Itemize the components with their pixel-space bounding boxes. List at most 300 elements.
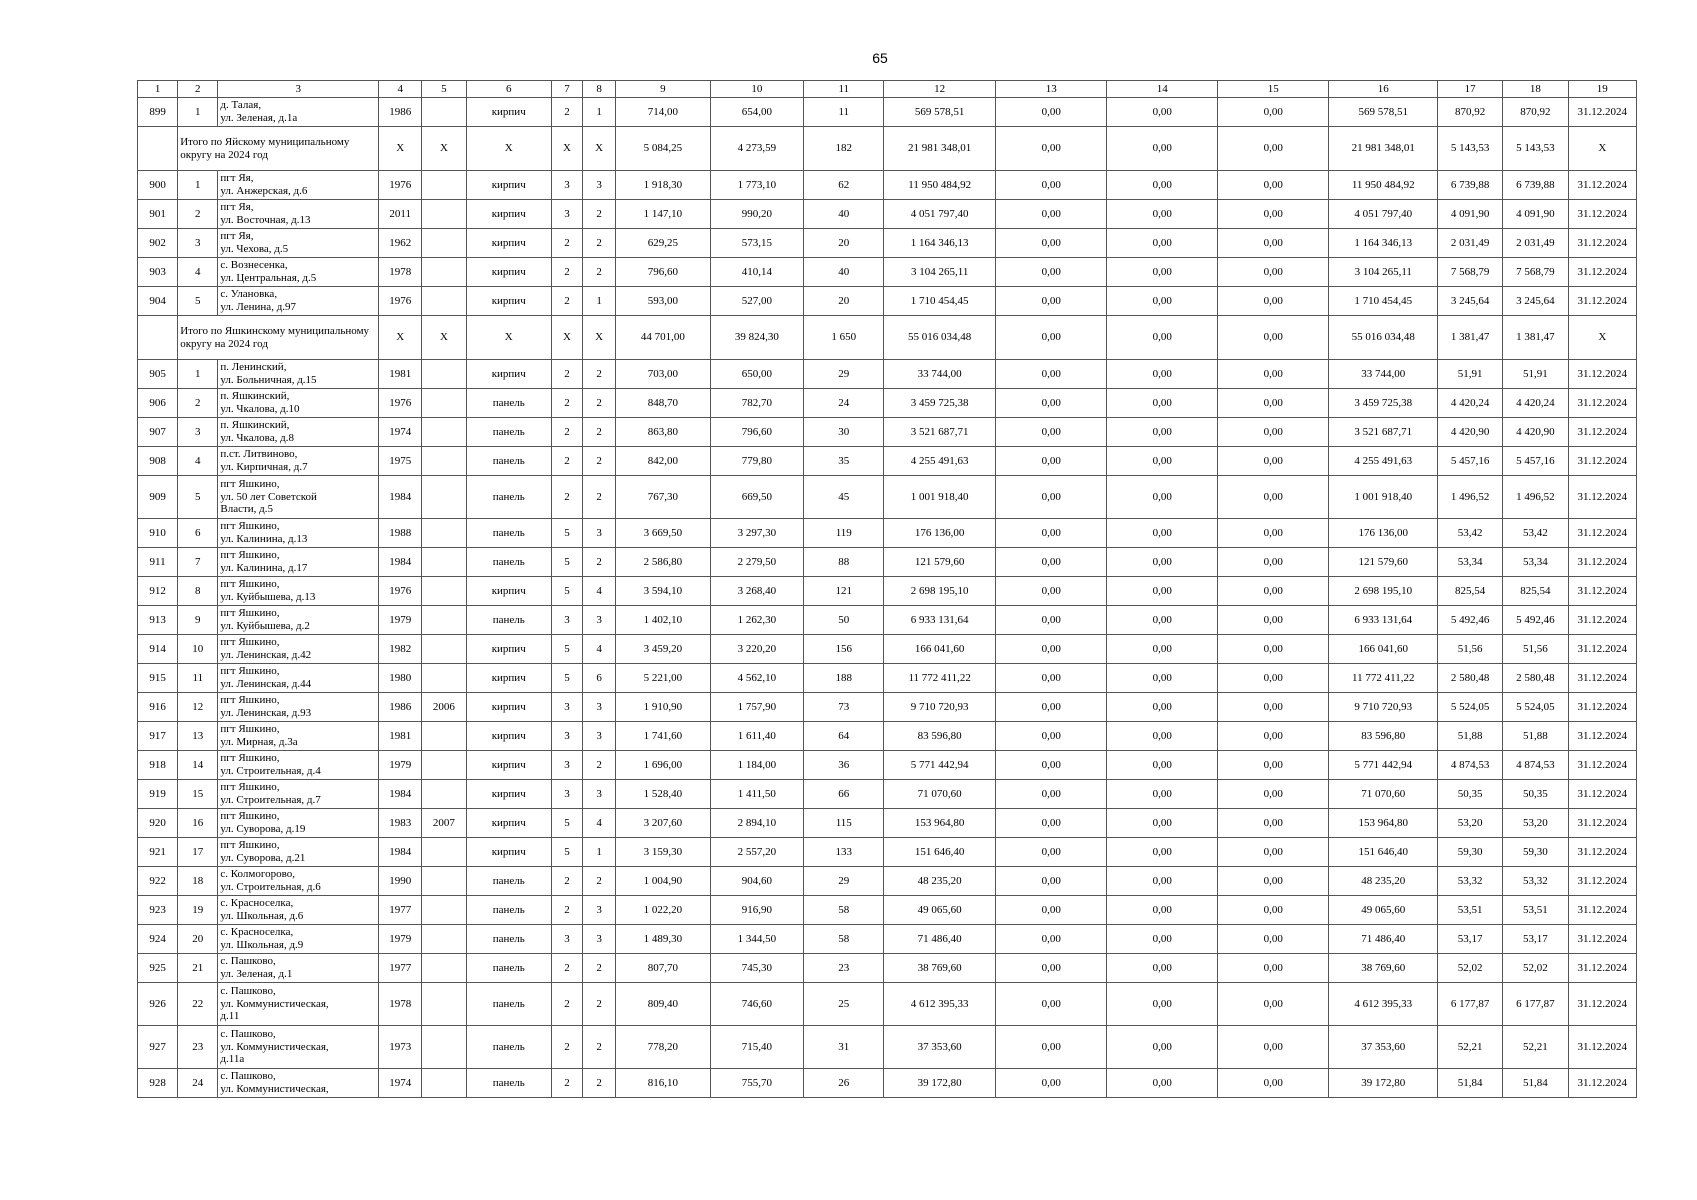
table-cell: 4 874,53 bbox=[1437, 751, 1502, 780]
table-cell bbox=[422, 287, 466, 316]
table-cell: 18 bbox=[178, 867, 218, 896]
table-row bbox=[138, 751, 1637, 780]
table-cell: 2 bbox=[551, 229, 582, 258]
table-cell: 5 524,05 bbox=[1437, 693, 1502, 722]
table-cell: 0,00 bbox=[1107, 925, 1218, 954]
table-cell: 654,00 bbox=[710, 98, 803, 127]
table-cell: 9 710 720,93 bbox=[884, 693, 996, 722]
table-cell: 5 084,25 bbox=[616, 127, 710, 171]
table-cell: 0,00 bbox=[995, 229, 1107, 258]
table-cell: 5 bbox=[551, 664, 582, 693]
table-cell: 927 bbox=[138, 1026, 178, 1069]
table-cell: 1980 bbox=[379, 664, 422, 693]
table-cell: панель bbox=[466, 548, 551, 577]
table-cell: 4 bbox=[178, 447, 218, 476]
table-cell bbox=[422, 606, 466, 635]
table-cell: 3 104 265,11 bbox=[1329, 258, 1438, 287]
table-cell: 88 bbox=[804, 548, 884, 577]
table-cell: 1978 bbox=[379, 258, 422, 287]
table-cell: 919 bbox=[138, 780, 178, 809]
table-cell: 2 bbox=[583, 548, 616, 577]
table-cell: 2007 bbox=[422, 809, 466, 838]
table-cell: кирпич bbox=[466, 287, 551, 316]
table-cell: 166 041,60 bbox=[1329, 635, 1438, 664]
table-cell: 156 bbox=[804, 635, 884, 664]
table-cell: 0,00 bbox=[995, 867, 1107, 896]
table-cell: 1 696,00 bbox=[616, 751, 710, 780]
table-cell: 11 bbox=[178, 664, 218, 693]
table-cell: 928 bbox=[138, 1069, 178, 1098]
table-cell: 1 022,20 bbox=[616, 896, 710, 925]
table-cell: 1 164 346,13 bbox=[1329, 229, 1438, 258]
table-cell: 59,30 bbox=[1437, 838, 1502, 867]
table-cell: 83 596,80 bbox=[1329, 722, 1438, 751]
table-cell: 0,00 bbox=[1107, 360, 1218, 389]
table-cell: 29 bbox=[804, 867, 884, 896]
table-row bbox=[138, 98, 1637, 127]
table-cell: 816,10 bbox=[616, 1069, 710, 1098]
table-cell: 1986 bbox=[379, 98, 422, 127]
table-cell: 916 bbox=[138, 693, 178, 722]
table-cell: 0,00 bbox=[1107, 258, 1218, 287]
table-cell: 1976 bbox=[379, 171, 422, 200]
table-cell bbox=[422, 577, 466, 606]
table-cell: 4 051 797,40 bbox=[884, 200, 996, 229]
table-cell: 53,34 bbox=[1503, 548, 1568, 577]
table-cell: 3 207,60 bbox=[616, 809, 710, 838]
table-cell: 0,00 bbox=[995, 519, 1107, 548]
table-cell: 0,00 bbox=[1217, 925, 1329, 954]
table-cell: 2 bbox=[551, 983, 582, 1026]
table-row bbox=[138, 229, 1637, 258]
table-cell: 31.12.2024 bbox=[1568, 896, 1636, 925]
table-cell bbox=[422, 360, 466, 389]
table-cell: 0,00 bbox=[1217, 316, 1329, 360]
table-row bbox=[138, 519, 1637, 548]
table-cell: 4 255 491,63 bbox=[1329, 447, 1438, 476]
table-row bbox=[138, 867, 1637, 896]
table-cell: 12 bbox=[178, 693, 218, 722]
table-cell: 2 bbox=[583, 1026, 616, 1069]
table-cell: 1 381,47 bbox=[1503, 316, 1568, 360]
table-cell: 0,00 bbox=[995, 447, 1107, 476]
table-cell: 3 521 687,71 bbox=[1329, 418, 1438, 447]
table-row bbox=[138, 896, 1637, 925]
table-cell: 31.12.2024 bbox=[1568, 664, 1636, 693]
table-cell bbox=[422, 389, 466, 418]
table-cell: 0,00 bbox=[1107, 418, 1218, 447]
table-cell: 0,00 bbox=[995, 316, 1107, 360]
table-cell: 767,30 bbox=[616, 476, 710, 519]
table-cell: 0,00 bbox=[1217, 809, 1329, 838]
table-cell: 15 bbox=[178, 780, 218, 809]
table-cell: 51,56 bbox=[1503, 635, 1568, 664]
table-cell: X bbox=[1568, 127, 1636, 171]
table-cell: 825,54 bbox=[1503, 577, 1568, 606]
table-cell: панель bbox=[466, 983, 551, 1026]
table-cell: 3 268,40 bbox=[710, 577, 803, 606]
table-cell bbox=[422, 98, 466, 127]
table-cell: 4 091,90 bbox=[1437, 200, 1502, 229]
table-cell: 1986 bbox=[379, 693, 422, 722]
table-cell: 20 bbox=[804, 229, 884, 258]
table-cell: X bbox=[551, 316, 582, 360]
table-cell: 6 739,88 bbox=[1437, 171, 1502, 200]
table-cell: 64 bbox=[804, 722, 884, 751]
table-cell: 31.12.2024 bbox=[1568, 476, 1636, 519]
table-cell: 176 136,00 bbox=[884, 519, 996, 548]
table-cell: кирпич bbox=[466, 722, 551, 751]
table-cell: 3 bbox=[551, 693, 582, 722]
table-row bbox=[138, 983, 1637, 1026]
table-cell: 0,00 bbox=[1107, 809, 1218, 838]
table-cell: 19 bbox=[178, 896, 218, 925]
table-cell: 1 710 454,45 bbox=[1329, 287, 1438, 316]
table-cell: 2 bbox=[583, 476, 616, 519]
table-cell: 3 bbox=[551, 751, 582, 780]
table-cell: 0,00 bbox=[1217, 229, 1329, 258]
table-cell: 58 bbox=[804, 896, 884, 925]
table-cell: 33 744,00 bbox=[884, 360, 996, 389]
table-cell: 915 bbox=[138, 664, 178, 693]
table-cell: 926 bbox=[138, 983, 178, 1026]
table-cell: 5 771 442,94 bbox=[884, 751, 996, 780]
table-cell: 1 918,30 bbox=[616, 171, 710, 200]
table-cell: 1 496,52 bbox=[1503, 476, 1568, 519]
column-header: 3 bbox=[218, 81, 379, 98]
table-cell: 908 bbox=[138, 447, 178, 476]
table-cell: 24 bbox=[804, 389, 884, 418]
table-cell bbox=[422, 447, 466, 476]
table-cell: X bbox=[379, 316, 422, 360]
table-cell: 2 031,49 bbox=[1503, 229, 1568, 258]
table-cell: 3 245,64 bbox=[1437, 287, 1502, 316]
table-cell: 13 bbox=[178, 722, 218, 751]
address-cell: пгт Яшкино, ул. Калинина, д.17 bbox=[218, 548, 379, 577]
table-cell: 31.12.2024 bbox=[1568, 418, 1636, 447]
table-cell: 0,00 bbox=[1217, 983, 1329, 1026]
table-cell: 0,00 bbox=[995, 360, 1107, 389]
table-cell: 0,00 bbox=[995, 171, 1107, 200]
table-cell: 71 486,40 bbox=[884, 925, 996, 954]
table-cell: 0,00 bbox=[995, 98, 1107, 127]
table-cell: 4 420,24 bbox=[1503, 389, 1568, 418]
table-cell: 31.12.2024 bbox=[1568, 635, 1636, 664]
table-cell: 31.12.2024 bbox=[1568, 606, 1636, 635]
table-cell bbox=[422, 1026, 466, 1069]
table-cell: 3 bbox=[551, 925, 582, 954]
table-cell: 0,00 bbox=[1217, 98, 1329, 127]
table-cell: 2 bbox=[583, 751, 616, 780]
table-cell: 1979 bbox=[379, 606, 422, 635]
address-cell: с. Красноселка, ул. Школьная, д.6 bbox=[218, 896, 379, 925]
table-cell: 4 051 797,40 bbox=[1329, 200, 1438, 229]
table-cell: 21 981 348,01 bbox=[1329, 127, 1438, 171]
table-cell: 746,60 bbox=[710, 983, 803, 1026]
table-cell: 1975 bbox=[379, 447, 422, 476]
table-cell: 55 016 034,48 bbox=[1329, 316, 1438, 360]
table-cell: 2011 bbox=[379, 200, 422, 229]
table-cell: 51,88 bbox=[1503, 722, 1568, 751]
table-cell: 73 bbox=[804, 693, 884, 722]
address-cell: с. Улановка, ул. Ленина, д.97 bbox=[218, 287, 379, 316]
table-cell: 4 bbox=[583, 809, 616, 838]
table-cell: 0,00 bbox=[995, 200, 1107, 229]
table-cell: 48 235,20 bbox=[884, 867, 996, 896]
table-cell bbox=[422, 1069, 466, 1098]
table-row bbox=[138, 1026, 1637, 1069]
table-cell: 924 bbox=[138, 925, 178, 954]
table-cell: 11 772 411,22 bbox=[884, 664, 996, 693]
table-cell: 53,42 bbox=[1437, 519, 1502, 548]
table-cell: кирпич bbox=[466, 258, 551, 287]
table-cell: X bbox=[422, 127, 466, 171]
table-cell: 527,00 bbox=[710, 287, 803, 316]
table-row bbox=[138, 635, 1637, 664]
table-cell: 38 769,60 bbox=[884, 954, 996, 983]
table-cell: 0,00 bbox=[1107, 447, 1218, 476]
table-row bbox=[138, 780, 1637, 809]
table-cell: 2 bbox=[551, 1026, 582, 1069]
table-cell: 39 172,80 bbox=[1329, 1069, 1438, 1098]
page-number: 65 bbox=[872, 50, 888, 66]
table-cell: 5 bbox=[551, 809, 582, 838]
table-cell: 5 bbox=[178, 287, 218, 316]
table-cell: 3 bbox=[583, 606, 616, 635]
table-cell: 3 220,20 bbox=[710, 635, 803, 664]
table-cell bbox=[422, 229, 466, 258]
table-cell: 1979 bbox=[379, 751, 422, 780]
table-cell: панель bbox=[466, 606, 551, 635]
table-cell: 0,00 bbox=[1107, 127, 1218, 171]
address-cell: п. Ленинский, ул. Больничная, д.15 bbox=[218, 360, 379, 389]
table-cell: 3 bbox=[551, 606, 582, 635]
table-cell: 1 710 454,45 bbox=[884, 287, 996, 316]
table-cell: 4 420,90 bbox=[1503, 418, 1568, 447]
table-cell: 51,91 bbox=[1437, 360, 1502, 389]
table-cell: 901 bbox=[138, 200, 178, 229]
table-cell: 2 bbox=[583, 447, 616, 476]
address-cell: с. Пашково, ул. Коммунистическая, д.11 bbox=[218, 983, 379, 1026]
table-cell: 51,91 bbox=[1503, 360, 1568, 389]
table-cell: 0,00 bbox=[1107, 722, 1218, 751]
table-cell: 0,00 bbox=[995, 838, 1107, 867]
table-cell: 2 bbox=[583, 418, 616, 447]
table-cell: 0,00 bbox=[1217, 476, 1329, 519]
table-cell: 778,20 bbox=[616, 1026, 710, 1069]
table-cell: 920 bbox=[138, 809, 178, 838]
table-cell: 0,00 bbox=[995, 476, 1107, 519]
table-cell: 2 bbox=[583, 1069, 616, 1098]
table-cell: 2 bbox=[551, 418, 582, 447]
table-cell: 1 489,30 bbox=[616, 925, 710, 954]
table-cell: 31.12.2024 bbox=[1568, 360, 1636, 389]
table-cell: 40 bbox=[804, 200, 884, 229]
table-cell: 2 bbox=[551, 896, 582, 925]
table-row bbox=[138, 809, 1637, 838]
table-cell: 2 bbox=[583, 389, 616, 418]
table-cell: 0,00 bbox=[1107, 983, 1218, 1026]
table-cell: 3 521 687,71 bbox=[884, 418, 996, 447]
table-row bbox=[138, 664, 1637, 693]
table-cell: 1981 bbox=[379, 722, 422, 751]
table-cell: 121 bbox=[804, 577, 884, 606]
address-cell: с. Красноселка, ул. Школьная, д.9 bbox=[218, 925, 379, 954]
table-cell: 1984 bbox=[379, 548, 422, 577]
table-cell: X bbox=[551, 127, 582, 171]
table-cell: 31.12.2024 bbox=[1568, 983, 1636, 1026]
address-cell: пгт Яшкино, ул. 50 лет Советской Власти, д.5 bbox=[218, 476, 379, 519]
table-cell: 49 065,60 bbox=[1329, 896, 1438, 925]
table-cell: 3 bbox=[583, 722, 616, 751]
address-cell: пгт Яшкино, ул. Строительная, д.4 bbox=[218, 751, 379, 780]
table-cell: 5 bbox=[551, 635, 582, 664]
table-cell: 0,00 bbox=[1217, 954, 1329, 983]
table-cell: 48 235,20 bbox=[1329, 867, 1438, 896]
table-cell: 16 bbox=[178, 809, 218, 838]
address-cell: пгт Яшкино, ул. Мирная, д.3а bbox=[218, 722, 379, 751]
table-cell: 5 bbox=[178, 476, 218, 519]
table-cell: кирпич bbox=[466, 635, 551, 664]
table-cell: 1 bbox=[178, 98, 218, 127]
table-cell: 755,70 bbox=[710, 1069, 803, 1098]
table-cell: 825,54 bbox=[1437, 577, 1502, 606]
table-cell: панель bbox=[466, 447, 551, 476]
table-cell: 5 771 442,94 bbox=[1329, 751, 1438, 780]
table-cell: 796,60 bbox=[710, 418, 803, 447]
table-row bbox=[138, 954, 1637, 983]
table-cell: 30 bbox=[804, 418, 884, 447]
table-cell: кирпич bbox=[466, 200, 551, 229]
table-cell: 0,00 bbox=[1107, 635, 1218, 664]
table-cell: 31 bbox=[804, 1026, 884, 1069]
table-cell: 5 143,53 bbox=[1437, 127, 1502, 171]
table-cell: 39 172,80 bbox=[884, 1069, 996, 1098]
table-cell: 9 bbox=[178, 606, 218, 635]
table-cell: 71 070,60 bbox=[1329, 780, 1438, 809]
table-cell bbox=[422, 780, 466, 809]
table-cell bbox=[422, 200, 466, 229]
table-cell bbox=[422, 171, 466, 200]
table-cell: панель bbox=[466, 1069, 551, 1098]
table-cell: 0,00 bbox=[1107, 577, 1218, 606]
table-cell: 1976 bbox=[379, 577, 422, 606]
table-cell: 921 bbox=[138, 838, 178, 867]
table-cell: 5 457,16 bbox=[1437, 447, 1502, 476]
table-cell: 2 bbox=[551, 98, 582, 127]
column-header: 2 bbox=[178, 81, 218, 98]
table-cell: 71 070,60 bbox=[884, 780, 996, 809]
table-cell: 1 bbox=[583, 838, 616, 867]
address-cell: п. Яшкинский, ул. Чкалова, д.10 bbox=[218, 389, 379, 418]
table-cell: 23 bbox=[804, 954, 884, 983]
table-cell: 20 bbox=[178, 925, 218, 954]
table-cell: 3 bbox=[551, 200, 582, 229]
table-cell bbox=[422, 418, 466, 447]
column-header: 13 bbox=[995, 81, 1107, 98]
table-cell: 913 bbox=[138, 606, 178, 635]
table-cell: 31.12.2024 bbox=[1568, 780, 1636, 809]
table-cell: 53,51 bbox=[1437, 896, 1502, 925]
column-header: 19 bbox=[1568, 81, 1636, 98]
table-cell: 53,17 bbox=[1437, 925, 1502, 954]
table-cell: 2 698 195,10 bbox=[1329, 577, 1438, 606]
table-cell: 1974 bbox=[379, 1069, 422, 1098]
table-row bbox=[138, 287, 1637, 316]
table-cell: 31.12.2024 bbox=[1568, 200, 1636, 229]
table-cell: 2 894,10 bbox=[710, 809, 803, 838]
address-cell: пгт Яшкино, ул. Куйбышева, д.13 bbox=[218, 577, 379, 606]
table-cell: 1982 bbox=[379, 635, 422, 664]
table-cell: 1974 bbox=[379, 418, 422, 447]
table-cell: 31.12.2024 bbox=[1568, 867, 1636, 896]
table-cell: 925 bbox=[138, 954, 178, 983]
address-cell: пгт Яя, ул. Чехова, д.5 bbox=[218, 229, 379, 258]
column-header: 17 bbox=[1437, 81, 1502, 98]
table-cell: 176 136,00 bbox=[1329, 519, 1438, 548]
address-cell: п. Яшкинский, ул. Чкалова, д.8 bbox=[218, 418, 379, 447]
table-cell: 53,20 bbox=[1437, 809, 1502, 838]
table-cell: 909 bbox=[138, 476, 178, 519]
column-header: 12 bbox=[884, 81, 996, 98]
table-cell: 6 bbox=[178, 519, 218, 548]
table-cell: 911 bbox=[138, 548, 178, 577]
table-cell: 50 bbox=[804, 606, 884, 635]
table-cell: 0,00 bbox=[995, 635, 1107, 664]
table-cell: 0,00 bbox=[1217, 722, 1329, 751]
table-cell: 50,35 bbox=[1437, 780, 1502, 809]
table-cell: 0,00 bbox=[1217, 447, 1329, 476]
table-cell: 45 bbox=[804, 476, 884, 519]
table-cell bbox=[422, 476, 466, 519]
table-cell: 903 bbox=[138, 258, 178, 287]
table-cell bbox=[422, 722, 466, 751]
table-cell bbox=[138, 127, 178, 171]
table-cell: 3 459 725,38 bbox=[884, 389, 996, 418]
table-cell: 807,70 bbox=[616, 954, 710, 983]
table-cell: кирпич bbox=[466, 98, 551, 127]
table-cell: 906 bbox=[138, 389, 178, 418]
table-cell bbox=[422, 635, 466, 664]
table-cell: 1988 bbox=[379, 519, 422, 548]
table-cell: 31.12.2024 bbox=[1568, 548, 1636, 577]
table-cell: 37 353,60 bbox=[884, 1026, 996, 1069]
table-cell: 1976 bbox=[379, 389, 422, 418]
table-cell: панель bbox=[466, 925, 551, 954]
table-cell: 0,00 bbox=[1217, 693, 1329, 722]
table-row bbox=[138, 200, 1637, 229]
table-cell: 2 bbox=[178, 200, 218, 229]
table-cell: 910 bbox=[138, 519, 178, 548]
table-cell: 2 bbox=[551, 954, 582, 983]
table-cell: 7 568,79 bbox=[1437, 258, 1502, 287]
column-header: 4 bbox=[379, 81, 422, 98]
table-row bbox=[138, 476, 1637, 519]
column-header: 7 bbox=[551, 81, 582, 98]
table-cell: 0,00 bbox=[995, 258, 1107, 287]
table-cell: 31.12.2024 bbox=[1568, 577, 1636, 606]
table-cell: 3 bbox=[583, 693, 616, 722]
table-cell: панель bbox=[466, 867, 551, 896]
table-cell: 5 221,00 bbox=[616, 664, 710, 693]
table-cell: 31.12.2024 bbox=[1568, 751, 1636, 780]
table-cell: 1 bbox=[178, 171, 218, 200]
table-cell: 1 741,60 bbox=[616, 722, 710, 751]
table-cell: 39 824,30 bbox=[710, 316, 803, 360]
column-header: 10 bbox=[710, 81, 803, 98]
table-cell: 2 031,49 bbox=[1437, 229, 1502, 258]
table-cell: 166 041,60 bbox=[884, 635, 996, 664]
